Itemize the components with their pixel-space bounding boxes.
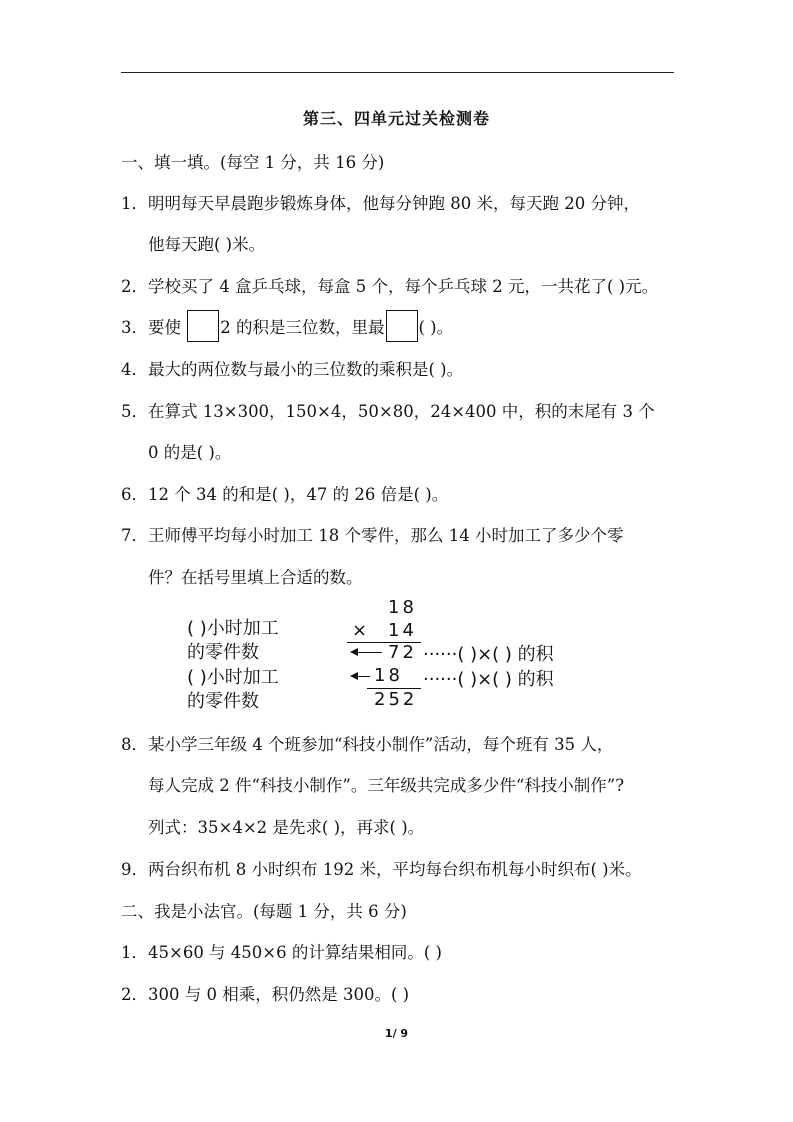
question-number: 2． bbox=[121, 277, 148, 296]
answer-box-2[interactable] bbox=[386, 310, 418, 342]
times-sign: × bbox=[352, 620, 368, 641]
partial-product-2: 18 bbox=[374, 665, 403, 686]
question-text: 两台织布机 8 小时织布 192 米，平均每台织布机每小时织布( )米。 bbox=[148, 860, 642, 879]
answer-box-1[interactable] bbox=[187, 310, 219, 342]
question-number: 4． bbox=[121, 360, 148, 379]
page-title: 第三、四单元过关检测卷 bbox=[302, 109, 490, 128]
question-text: 最大的两位数与最小的三位数的乘积是( )。 bbox=[148, 360, 464, 379]
question-text-part2: 2 的积是三位数，里最 bbox=[220, 318, 385, 337]
final-product: 252 bbox=[374, 689, 418, 710]
calc-note-1: ······( )×( ) 的积 bbox=[423, 644, 554, 665]
question-text: 在算式 13×300，150×4，50×80，24×400 中，积的末尾有 3 个 bbox=[148, 402, 655, 421]
calc-label-2b: 的零件数 bbox=[187, 691, 259, 712]
question-text: 明明每天早晨跑步锻炼身体，他每分钟跑 80 米，每天跑 20 分钟， bbox=[148, 194, 640, 213]
question-text: 某小学三年级 4 个班参加“科技小制作”活动，每个班有 35 人， bbox=[148, 735, 614, 754]
question-1-line1 bbox=[121, 190, 640, 214]
judge-question-2 bbox=[121, 981, 409, 1005]
arrow-1-head bbox=[350, 648, 358, 656]
question-text: 王师傅平均每小时加工 18 个零件，那么 14 小时加工了多少个零 bbox=[148, 526, 624, 545]
question-number: 9． bbox=[121, 860, 148, 879]
question-number: 7． bbox=[121, 526, 148, 545]
header-rule bbox=[121, 72, 674, 73]
question-3 bbox=[121, 314, 453, 342]
question-number: 2． bbox=[121, 985, 148, 1004]
question-4 bbox=[121, 356, 463, 380]
question-8-line2: 每人完成 2 件“科技小制作”。三年级共完成多少件“科技小制作”? bbox=[148, 776, 625, 795]
section2-heading: 二、我是小法官。(每题 1 分，共 6 分) bbox=[121, 902, 407, 921]
calc-label-2a: ( )小时加工 bbox=[187, 667, 279, 688]
question-9 bbox=[121, 856, 642, 880]
arrow-2-head bbox=[350, 672, 358, 680]
arrow-1 bbox=[354, 652, 382, 653]
question-text: 学校买了 4 盒乒乓球，每盒 5 个，每个乒乓球 2 元，一共花了( )元。 bbox=[148, 277, 659, 296]
question-text: 45×60 与 450×6 的计算结果相同。( ) bbox=[148, 943, 442, 962]
section1-heading: 一、填一填。(每空 1 分，共 16 分) bbox=[121, 153, 385, 172]
question-text-part3: ( )。 bbox=[418, 318, 454, 337]
question-number: 5． bbox=[121, 402, 148, 421]
question-6 bbox=[121, 481, 448, 505]
question-7-line1 bbox=[121, 522, 623, 546]
question-1-line2: 他每天跑( )米。 bbox=[148, 235, 266, 254]
question-text: 12 个 34 的和是( )，47 的 26 倍是( )。 bbox=[148, 485, 449, 504]
question-text-part1: 要使 bbox=[148, 318, 187, 337]
calc-label-1a: ( )小时加工 bbox=[187, 618, 279, 639]
partial-product-1: 72 bbox=[388, 642, 417, 663]
question-number: 1． bbox=[121, 943, 148, 962]
multiplier: 14 bbox=[388, 620, 417, 641]
question-5-line1 bbox=[121, 398, 655, 422]
page-number: 1/ 9 bbox=[384, 1027, 409, 1040]
question-8-line3: 列式：35×4×2 是先求( )，再求( )。 bbox=[148, 818, 425, 837]
judge-question-1 bbox=[121, 939, 442, 963]
calc-note-2: ······( )×( ) 的积 bbox=[423, 669, 554, 690]
question-text: 300 与 0 相乘，积仍然是 300。( ) bbox=[148, 985, 410, 1004]
question-8-line1 bbox=[121, 731, 613, 755]
question-2 bbox=[121, 273, 658, 297]
question-7-line2: 件？在括号里填上合适的数。 bbox=[148, 568, 363, 587]
question-number: 6． bbox=[121, 485, 148, 504]
question-number: 8． bbox=[121, 735, 148, 754]
question-number: 1． bbox=[121, 194, 148, 213]
multiplicand: 18 bbox=[388, 597, 417, 618]
question-5-line2: 0 的是( )。 bbox=[148, 443, 232, 462]
calc-label-1b: 的零件数 bbox=[187, 642, 259, 663]
question-number: 3． bbox=[121, 318, 148, 337]
